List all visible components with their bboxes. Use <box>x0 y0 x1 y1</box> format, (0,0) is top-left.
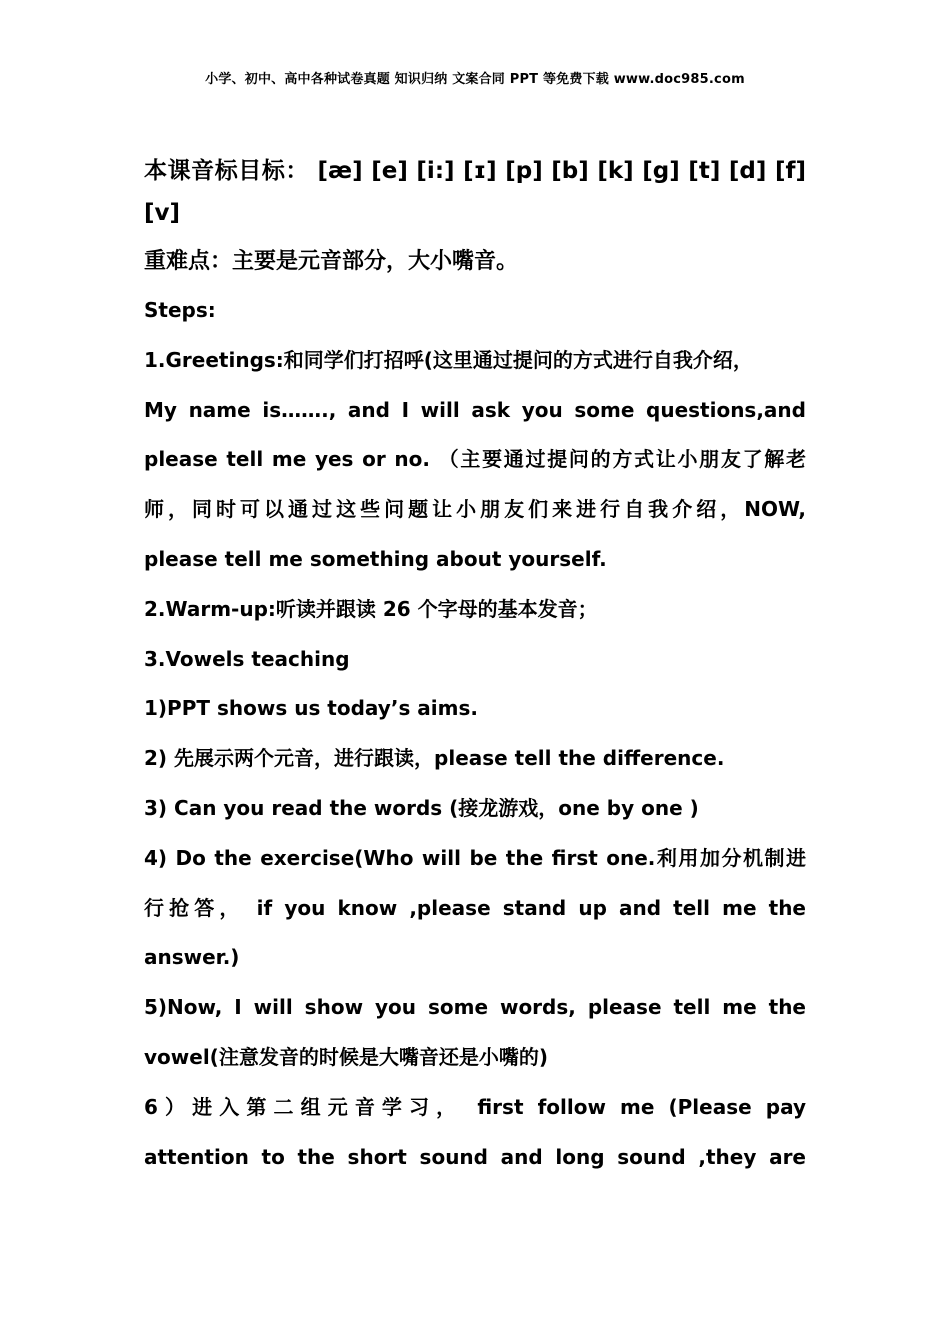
step-line: vowel(注意发音的时候是大嘴音还是小嘴的) <box>144 1044 548 1069</box>
step-line: please tell me yes or no. （主要通过提问的方式让小朋友了解老 <box>144 447 806 472</box>
step-line: 4) Do the exercise(Who will be the first one.利用加分机制进 <box>144 845 806 870</box>
step-line: 2.Warm-up:听读并跟读 26 个字母的基本发音； <box>144 596 598 621</box>
step-line: 5)Now, I will show you some words, please tell me the <box>144 995 806 1020</box>
step-line: 师，同时可以通过这些问题让小朋友们来进行自我介绍，NOW, <box>144 497 806 522</box>
step-line: answer.) <box>144 945 240 970</box>
step-line: 1)PPT shows us today’s aims. <box>144 696 479 721</box>
step-line: attention to the short sound and long sound ,they are <box>144 1144 806 1169</box>
step-line: 2) 先展示两个元音，进行跟读，please tell the difference. <box>144 746 725 771</box>
step-line: 3) Can you read the words (接龙游戏，one by one ) <box>144 795 699 820</box>
step-line: My name is……., and I will ask you some questions,and <box>144 397 806 422</box>
step-line: 1.Greetings:和同学们打招呼(这里通过提问的方式进行自我介绍， <box>144 347 753 372</box>
step-line: please tell me something about yourself. <box>144 546 607 571</box>
page-header: 小学、初中、高中各种试卷真题 知识归纳 文案合同 PPT 等免费下载 www.doc985.com <box>205 72 745 87</box>
document-body <box>144 150 806 1182</box>
steps-heading: Steps: <box>144 298 216 322</box>
step-line: 行抢答， if you know ,please stand up and tell me the <box>144 895 806 920</box>
objective-line-2: [v] <box>144 200 181 226</box>
difficulty-line: 重难点：主要是元音部分，大小嘴音。 <box>144 249 519 274</box>
step-line: 3.Vowels teaching <box>144 646 350 671</box>
objective-line-1: 本课音标目标： [æ] [e] [i:] [ɪ] [p] [b] [k] [g] [t] [d] [f] <box>144 158 806 184</box>
step-line: 6）进入第二组元音学习， first follow me (Please pay <box>144 1094 806 1119</box>
